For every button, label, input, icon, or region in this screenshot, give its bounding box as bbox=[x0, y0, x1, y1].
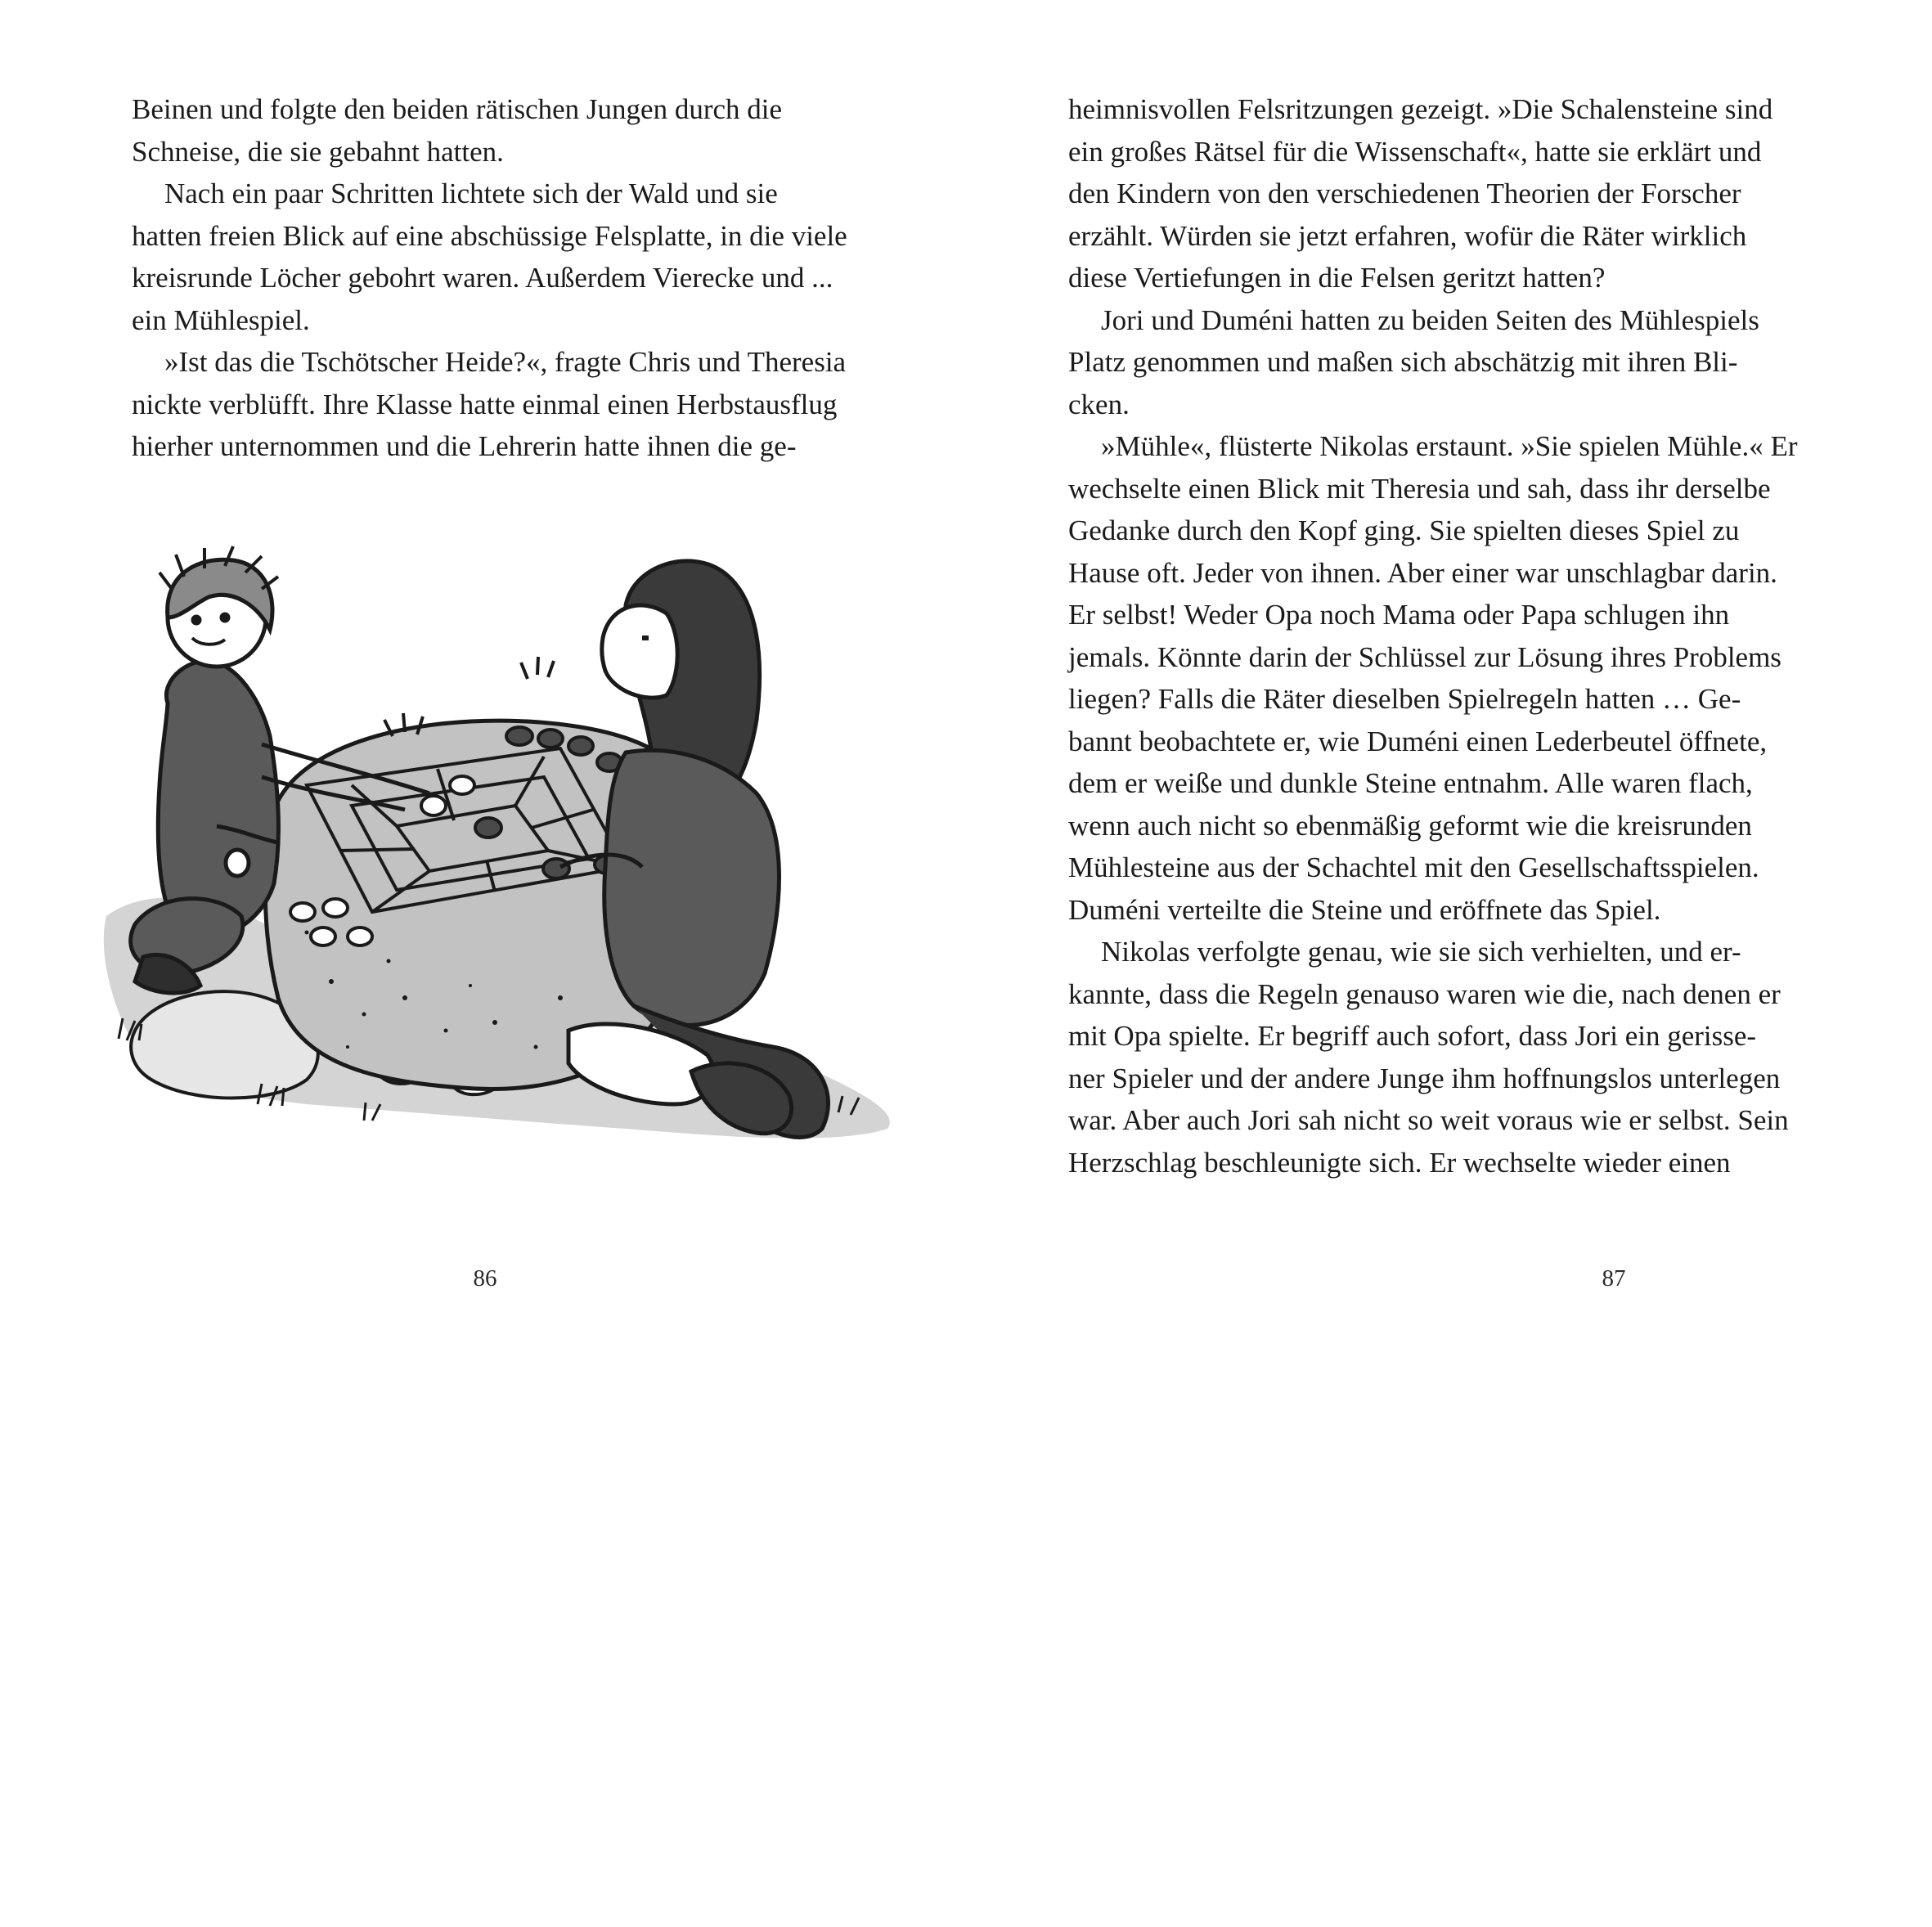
page-number-right: 87 bbox=[1602, 1265, 1626, 1291]
text-line: kannte, dass die Regeln genauso waren wie die, nach denen er bbox=[1068, 977, 1781, 1010]
text-line: den Kindern von den verschiedenen Theorien der Forscher bbox=[1068, 177, 1741, 209]
text-line: »Mühle«, flüsterte Nikolas erstaunt. »Sie spielen Mühle.« Er bbox=[1101, 430, 1798, 462]
page-number-left: 86 bbox=[473, 1265, 497, 1291]
text-line: cken. bbox=[1068, 388, 1130, 420]
text-line: Er selbst! Weder Opa noch Mama oder Papa schlugen ihn bbox=[1068, 599, 1730, 631]
text-line: war. Aber auch Jori sah nicht so weit voraus wie er selbst. Sein bbox=[1068, 1104, 1789, 1136]
text-line: heimnisvollen Felsritzungen gezeigt. »Die Schalensteine sind bbox=[1068, 93, 1773, 125]
text-line: Platz genommen und maßen sich abschätzig mit ihren Bli- bbox=[1068, 346, 1738, 378]
text-line: Hause oft. Jeder von ihnen. Aber einer war unschlagbar darin. bbox=[1068, 556, 1777, 589]
text-line: »Ist das die Tschötscher Heide?«, fragte Chris und Theresia bbox=[164, 346, 847, 378]
text-line: Duméni verteilte die Steine und eröffnete das Spiel. bbox=[1068, 893, 1661, 926]
text-line: diese Vertiefungen in die Felsen geritzt hatten? bbox=[1068, 262, 1606, 294]
illustration-svg bbox=[102, 540, 900, 1161]
text-line: Schneise, die sie gebahnt hatten. bbox=[132, 135, 504, 168]
text-line: ein großes Rätsel für die Wissenschaft«, hatte sie erklärt und bbox=[1068, 135, 1762, 168]
text-line: Gedanke durch den Kopf ging. Sie spielten dieses Spiel zu bbox=[1068, 514, 1740, 546]
text-line: Nach ein paar Schritten lichtete sich der Wald und sie bbox=[164, 177, 778, 209]
text-line: Jori und Duméni hatten zu beiden Seiten des Mühlespiels bbox=[1101, 303, 1759, 336]
text-line: Herzschlag beschleunigte sich. Er wechselte wieder einen bbox=[1068, 1146, 1731, 1179]
text-line: mit Opa spielte. Er begriff auch sofort, dass Jori ein gerisse- bbox=[1068, 1020, 1757, 1052]
mill-game-illustration bbox=[102, 540, 900, 1161]
text-line: erzählt. Würden sie jetzt erfahren, wofür die Räter wirklich bbox=[1068, 219, 1747, 252]
text-line: hatten freien Blick auf eine abschüssige Felsplatte, in die viele bbox=[132, 219, 847, 252]
left-text-block bbox=[132, 88, 868, 468]
text-line: wechselte einen Blick mit Theresia und sah, dass ihr derselbe bbox=[1068, 472, 1771, 505]
text-line: kreisrunde Löcher gebohrt waren. Außerdem Vierecke und ... bbox=[132, 262, 833, 294]
text-line: Mühlesteine aus der Schachtel mit den Gesellschaftsspielen. bbox=[1068, 851, 1759, 883]
right-page bbox=[966, 0, 1932, 1927]
text-line: jemals. Könnte darin der Schlüssel zur Lösung ihres Problems bbox=[1068, 640, 1781, 673]
text-line: dem er weiße und dunkle Steine entnahm. Alle waren flach, bbox=[1068, 767, 1753, 799]
text-line: ner Spieler und der andere Junge ihm hoffnungslos unterlegen bbox=[1068, 1062, 1781, 1094]
text-line: ein Mühlespiel. bbox=[132, 303, 310, 336]
text-line: wenn auch nicht so ebenmäßig geformt wie die kreisrunden bbox=[1068, 809, 1752, 842]
text-line: nickte verblüfft. Ihre Klasse hatte einmal einen Herbstausflug bbox=[132, 388, 838, 420]
text-line: liegen? Falls die Räter dieselben Spielregeln hatten … Ge- bbox=[1068, 683, 1741, 715]
text-line: Nikolas verfolgte genau, wie sie sich verhielten, und er- bbox=[1101, 936, 1741, 968]
text-line: bannt beobachtete er, wie Duméni einen Lederbeutel öffnete, bbox=[1068, 725, 1768, 757]
text-line: hierher unternommen und die Lehrerin hatte ihnen die ge- bbox=[132, 430, 797, 462]
right-text-block bbox=[1068, 88, 1833, 1184]
text-line: Beinen und folgte den beiden rätischen Jungen durch die bbox=[132, 93, 783, 125]
